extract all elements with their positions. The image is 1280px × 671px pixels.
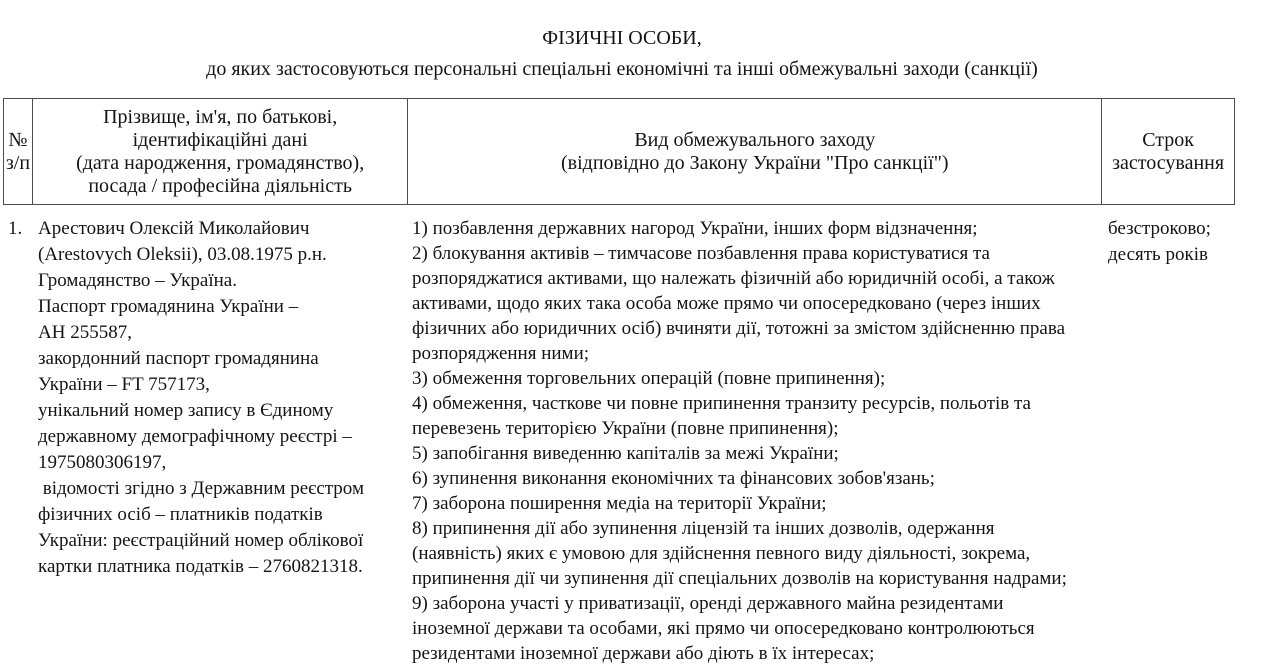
text-line: України: реєстраційний номер облікової	[38, 530, 364, 551]
text-line: ідентифікаційні дані	[132, 128, 308, 151]
text-line: Паспорт громадянина України –	[38, 296, 299, 317]
text-line: десять років	[1108, 244, 1208, 265]
table-row	[3, 205, 1235, 671]
text-line: 2) блокування активів – тимчасове позбавлення права користуватися та	[412, 243, 990, 264]
text-line: Вид обмежувального заходу	[634, 128, 876, 151]
text-line: 7) заборона поширення медіа на території України;	[412, 493, 827, 514]
text-line: 8) припинення дії або зупинення ліцензій та інших дозволів, одержання	[412, 518, 995, 539]
text-line: №	[8, 128, 28, 151]
text-line: Арестович Олексій Миколайович	[38, 218, 310, 239]
column-header-identity	[33, 99, 408, 204]
text-line: унікальний номер запису в Єдиному	[38, 400, 334, 421]
text-line: посада / професійна діяльність	[88, 174, 352, 197]
text-line: (дата народження, громадянство),	[76, 151, 365, 174]
text-line: 9) заборона участі у приватизації, оренді державного майна резидентами	[412, 593, 1004, 614]
identity-cell	[32, 205, 408, 671]
text-line: застосування	[1112, 151, 1225, 174]
text-line: 6) зупинення виконання економічних та фінансових зобов'язань;	[412, 468, 935, 489]
row-number: 1.	[8, 218, 23, 239]
document-title: ФІЗИЧНІ ОСОБИ,	[542, 27, 702, 49]
text-line: безстроково;	[1108, 218, 1211, 239]
text-line: 5) запобігання виведенню капіталів за межі України;	[412, 443, 839, 464]
text-line: фізичних осіб – платників податків	[38, 504, 323, 525]
text-line: активами, щодо яких така особа може прямо чи опосередковано (через інших	[412, 293, 1041, 314]
text-line: 1975080306197,	[38, 452, 167, 473]
text-line: 1) позбавлення державних нагород України, інших форм відзначення;	[412, 218, 978, 239]
measures-cell	[408, 205, 1103, 671]
text-line: 4) обмеження, часткове чи повне припинення транзиту ресурсів, польотів та	[412, 393, 1031, 414]
text-line: Громадянство – Україна.	[38, 270, 237, 291]
text-line: України – FT 757173,	[38, 374, 210, 395]
text-line: (Arestovych Oleksii), 03.08.1975 р.н.	[38, 244, 327, 265]
text-line: іноземної держави та особами, які прямо чи опосередковано контролюються	[412, 618, 1035, 639]
text-line: фізичних або юридичних осіб) вчиняти дії, тотожні за змістом здійсненню права	[412, 318, 1066, 339]
document-subtitle: до яких застосовуються персональні спеціальні економічні та інші обмежувальні заходи (санкції)	[206, 58, 1038, 80]
text-line: АН 255587,	[38, 322, 132, 343]
text-line: відомості згідно з Державним реєстром	[38, 478, 364, 499]
text-line: перевезень територією України (повне припинення);	[412, 418, 839, 439]
row-number-cell	[3, 205, 32, 671]
text-line: Строк	[1142, 128, 1194, 151]
column-header-term	[1102, 99, 1234, 204]
column-header-number	[4, 99, 33, 204]
text-line: (наявність) яких є умовою для здійснення певного виду діяльності, зокрема,	[412, 543, 1031, 564]
document-heading	[0, 27, 1244, 80]
text-line: резидентами іноземної держави або діють в їх інтересах;	[412, 643, 875, 664]
column-header-measure	[408, 99, 1102, 204]
text-line: 3) обмеження торговельних операцій (повне припинення);	[412, 368, 886, 389]
text-line: (відповідно до Закону України "Про санкції")	[561, 151, 949, 174]
text-line: з/п	[5, 151, 31, 174]
text-line: закордонний паспорт громадянина	[38, 348, 319, 369]
term-cell	[1103, 205, 1235, 671]
text-line: припинення дії чи зупинення дії спеціальних дозволів на користування надрами;	[412, 568, 1067, 589]
text-line: картки платника податків – 2760821318.	[38, 556, 363, 577]
text-line: розпоряджатися активами, що належать фізичній або юридичній особі, а також	[412, 268, 1055, 289]
text-line: Прізвище, ім'я, по батькові,	[103, 105, 338, 128]
table-header-row	[3, 98, 1235, 205]
text-line: розпорядження ними;	[412, 343, 590, 364]
text-line: державному демографічному реєстрі –	[38, 426, 352, 447]
